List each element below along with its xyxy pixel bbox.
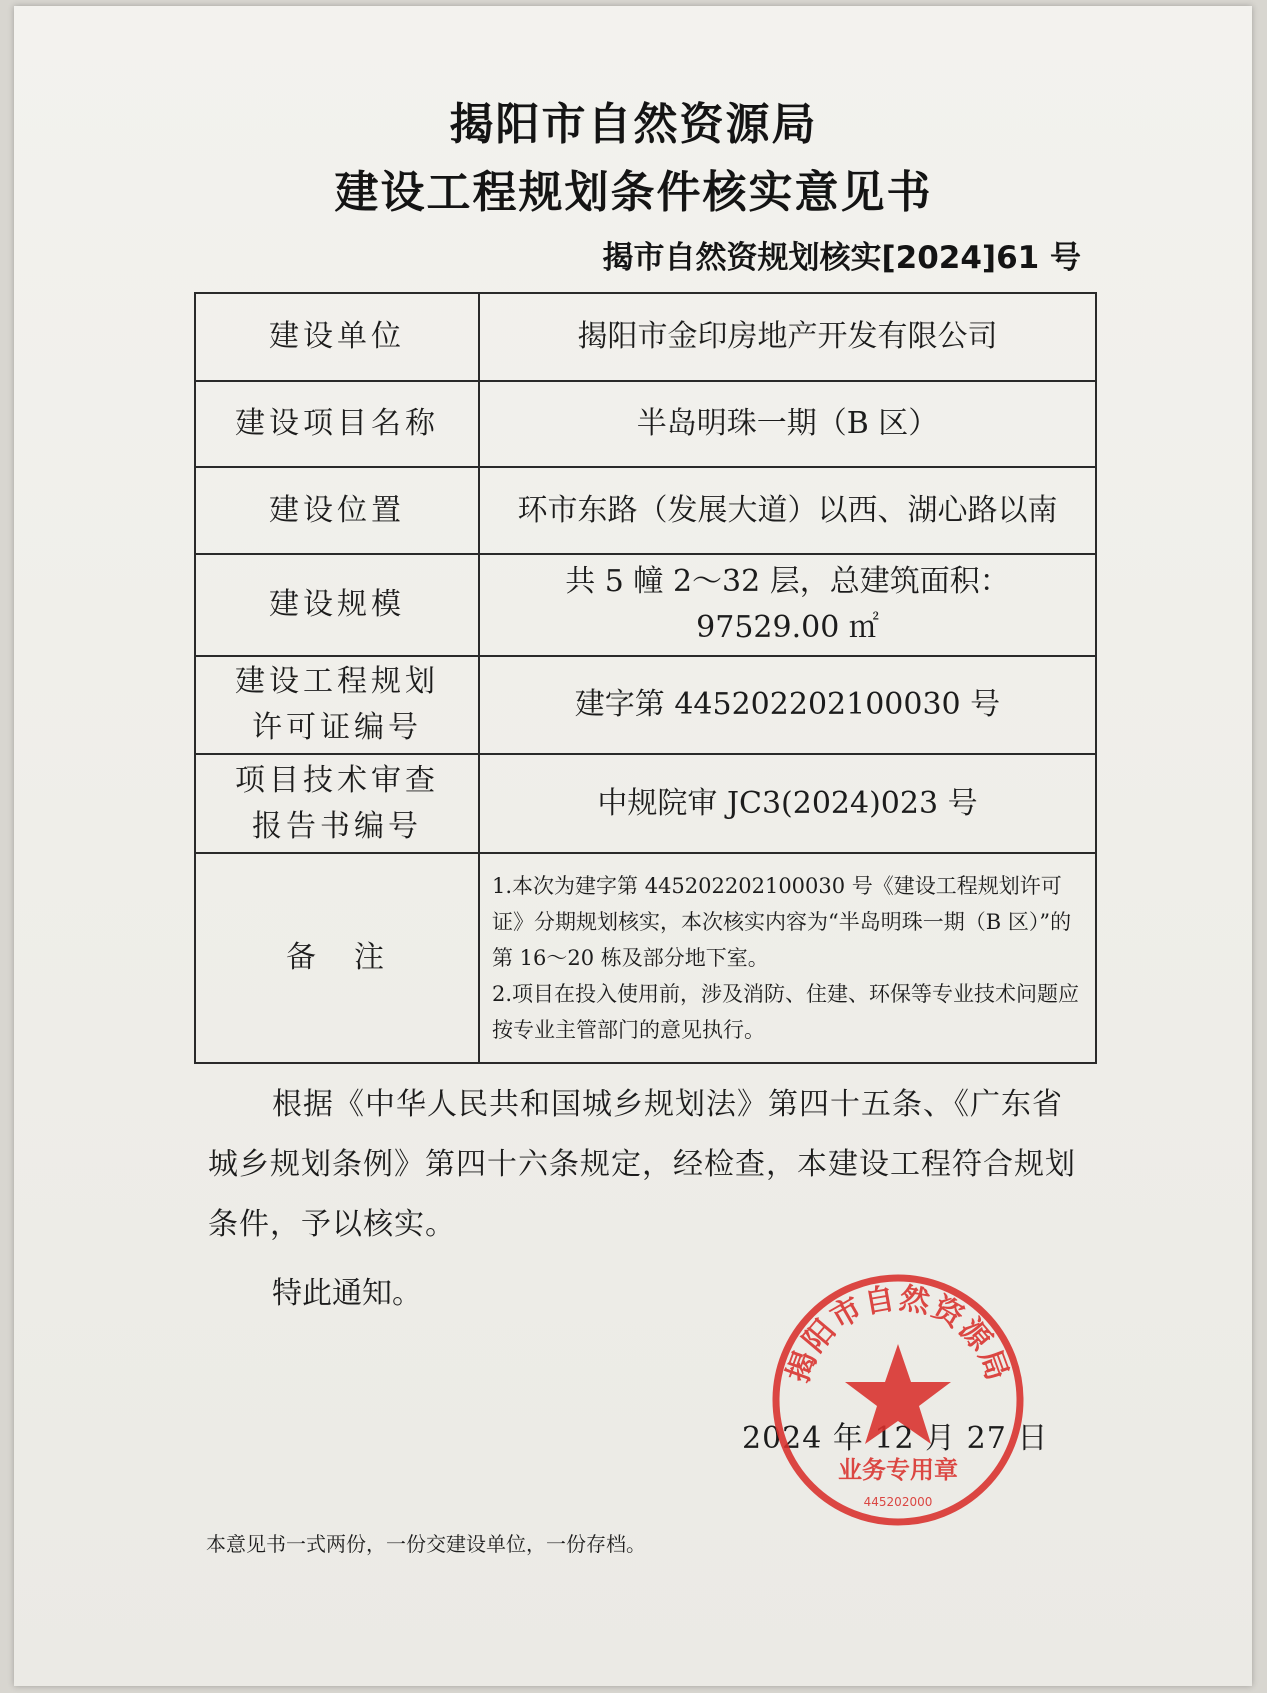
table-row [195, 754, 1096, 853]
table-row [195, 293, 1096, 381]
row-label: 建设规模 [195, 554, 479, 656]
svg-text:445202000: 445202000 [863, 1495, 933, 1509]
remark-item-2: 2.项目在投入使用前，涉及消防、住建、环保等专业技术问题应按专业主管部门的意见执行。 [492, 982, 1080, 1042]
notice-text: 特此通知。 [272, 1276, 422, 1311]
scale-line2: 97529.00 ㎡ [696, 610, 879, 645]
svg-text:揭阳市自然资源局: 揭阳市自然资源局 [780, 1280, 1016, 1387]
row-label: 建设单位 [195, 293, 479, 381]
row-value: 建字第 445202202100030 号 [479, 656, 1096, 754]
table-row [195, 853, 1096, 1063]
row-label [195, 656, 479, 754]
row-label [195, 754, 479, 853]
row-value: 揭阳市金印房地产开发有限公司 [479, 293, 1096, 381]
table-row [195, 381, 1096, 467]
remarks-cell [479, 853, 1096, 1063]
row-label: 备 注 [195, 853, 479, 1063]
table-row [195, 467, 1096, 554]
label-line2: 报告书编号 [252, 808, 422, 844]
info-table [194, 292, 1097, 1064]
scale-line1: 共 5 幢 2～32 层，总建筑面积： [565, 564, 1010, 599]
document-number: 揭市自然资规划核实[2024]61 号 [602, 240, 1081, 276]
document-subtitle: 建设工程规划条件核实意见书 [334, 167, 933, 218]
label-line1: 建设工程规划 [235, 664, 439, 699]
footer-note: 本意见书一式两份，一份交建设单位，一份存档。 [206, 1532, 646, 1556]
svg-text:业务专用章: 业务专用章 [838, 1456, 958, 1484]
document-title: 揭阳市自然资源局 [449, 99, 818, 150]
body-paragraph: 根据《中华人民共和国城乡规划法》第四十五条、《广东省城乡规划条例》第四十六条规定，经检查，本建设工程符合规划条件，予以核实。 [208, 1087, 1076, 1242]
body-paragraph-block [208, 1075, 1088, 1255]
remark-item-1: 1.本次为建字第 445202202100030 号《建设工程规划许可证》分期规划核实，本次核实内容为“半岛明珠一期（B 区）”的第 16～20 栋及部分地下室。 [492, 874, 1072, 970]
table-row [195, 554, 1096, 656]
row-value [479, 554, 1096, 656]
row-value: 半岛明珠一期（B 区） [479, 381, 1096, 467]
official-seal-icon [768, 1270, 1028, 1530]
table-row [195, 656, 1096, 754]
row-label: 建设位置 [195, 467, 479, 554]
label-line2: 许可证编号 [252, 710, 422, 745]
row-value: 环市东路（发展大道）以西、湖心路以南 [479, 467, 1096, 554]
label-line1: 项目技术审查 [235, 762, 439, 798]
issue-date: 2024 年 12 月 27 日 [742, 1421, 1049, 1456]
row-value: 中规院审 JC3(2024)023 号 [479, 754, 1096, 853]
row-label: 建设项目名称 [195, 381, 479, 467]
